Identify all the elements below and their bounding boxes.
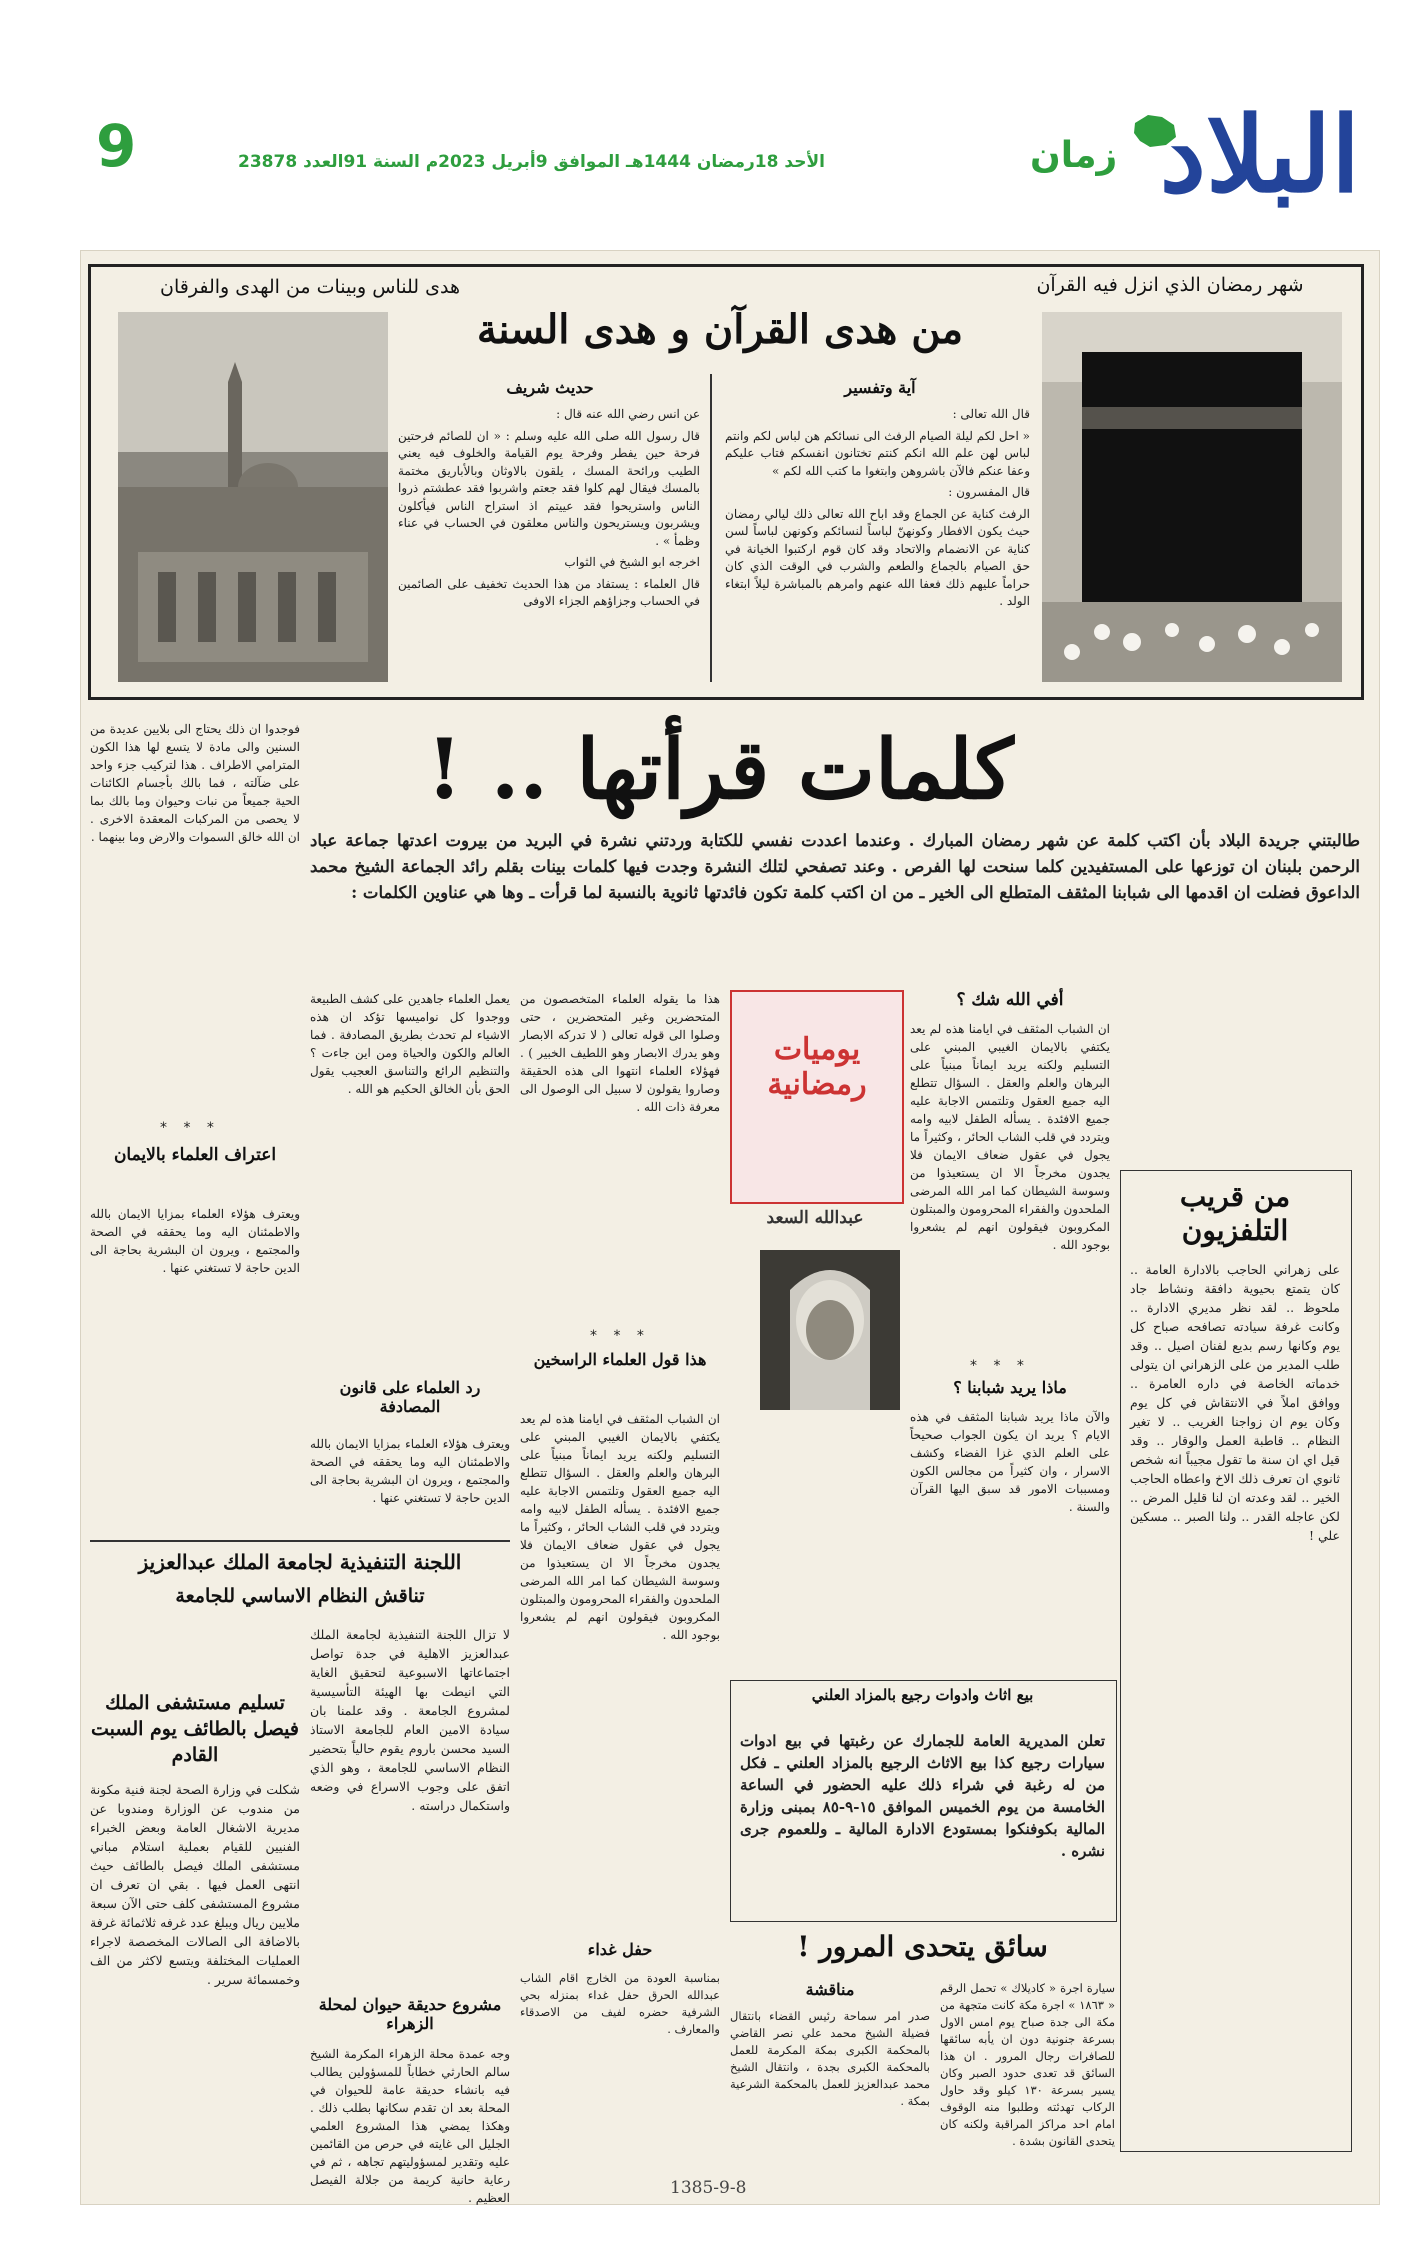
section-stars: * * *	[590, 1328, 650, 1344]
committee-text: لا تزال اللجنة التنفيذية لجامعة الملك عبدالعزيز الاهلية في جدة تواصل اجتماعاتها الاسبوعية لتحقيق الغاية التي انيطت بها الهيئة التأسيسية لمشروع الجامعة . وقد علمنا بان سيادة الامين العام للجامعة الاستاذ السيد محسن باروم يقوم حالياً بتحضير النظام الاساسي للجامعة ، وهو الذي اتفق على وجوب الاسراع في وضعه واستكمال دراسته .	[310, 1627, 510, 1813]
auction-text: تعلن المديرية العامة للجمارك عن رغبتها في بيع ادوات سيارات رجيع كذا بيع الاثاث الرجيع بالمزاد العلني ـ فكل من له رغبة في شراء ذلك عليه الحضور في الساعة الخامسة من يوم الخميس الموافق ١٥-٩-٨٥ بمبنى وزارة المالية بكوفنكوا بمستودع الادارة المالية ـ وللعموم جرى نشره .	[740, 1732, 1105, 1860]
auction-title: بيع اثاث وادوات رجيع بالمزاد العلني	[811, 1686, 1034, 1704]
debate-title: مناقشة	[805, 1980, 855, 1999]
verse-text	[725, 406, 1030, 682]
advice-logo: يوميات رمضانية	[767, 1032, 867, 1102]
newspaper-logo[interactable]	[1030, 95, 1360, 220]
hadith-heading: حديث شريف	[506, 378, 594, 397]
driver-title: سائق يتحدى المرور !	[797, 1930, 1048, 1963]
paragraph: قال العلماء : يستفاد من هذا الحديث تخفيف على الصائمين في الحساب وجزاؤهم الجزاء الاوفى	[398, 576, 700, 608]
paragraph: قال رسول الله صلى الله عليه وسلم : « ان للصائم فرحتين فرحة حين يفطر وفرحة يوم القيامة والخلوف فيه يعني الطيب ورائحة المسك ، يلقون بالاوثان وبالأباريق مختمة بالمسك فيقال لهم كلوا فقد جعتم واشربوا فقد عطشتم ذروا الناس واستريحوا فقد عييتم اذ استراح الناس فيأكلون ويشربون ويستريحون والناس معلقون في الحساب في عناء وظمأ » .	[398, 428, 700, 548]
top-banner-right: شهر رمضان الذي انزل فيه القرآن	[1036, 274, 1304, 296]
youth-heading: ماذا يريد شبابنا ؟	[953, 1378, 1067, 1397]
youth-text: والآن ماذا يريد شبابنا المثقف في هذه الايام ؟ يريد ان يكون الجواب صحيحاً على العلم الذي غزا الفضاء وكشف الاسرار ، وان كثيراً من مجالس الكون ومسببات الامور قد سبق اليها القرآن والسنة .	[910, 1410, 1110, 1514]
portrait-drawing	[760, 1250, 900, 1410]
column-divider	[710, 374, 712, 682]
issue-date-line: الأحد 18رمضان 1444هـ الموافق 9أبريل 2023م السنة 91العدد 23878	[238, 152, 825, 172]
page-header	[0, 0, 1420, 250]
scholars-said-heading: هذا قول العلماء الراسخين	[533, 1350, 707, 1369]
driver-text: سيارة اجرة « كاديلاك » تحمل الرقم « ١٨٦٣ » اجرة مكة كانت متجهة من مكة الى جدة صباح يوم امس الاول بسرعة جنونية دون ان يأبه سائقها للصافرات رجال المرور . ان هذا السائق قد تعدى حدود الصبر وكان يسير بسرعة ١٣٠ كيلو وقد حاول الركاب تهدئته وطلبوا منه الوقوف امام احد مراكز المراقبة ولكنه كان يتحدى القانون بشدة .	[940, 1981, 1115, 2148]
paragraph: « احل لكم ليلة الصيام الرفث الى نسائكم هن لباس لكم وانتم لباس لهن علم الله انكم كنتم تختانون انفسكم فتاب عليكم وعفا عنكم فالآن باشروهن وابتغوا ما كتب الله لكم »	[725, 428, 1030, 478]
author-portrait	[760, 1250, 900, 1410]
logo-text: البلاد	[1159, 93, 1360, 216]
lunch-text: بمناسبة العودة من الخارج اقام الشاب عبدالله الحرق حفل غداء بمنزله بحي الشرفية حضره لفيف من الاصدقاء والمعارف .	[520, 1971, 720, 2036]
tv-column-text: على زهراني الحاجب بالادارة العامة .. كان يتمتع بحيوية دافقة ونشاط جاد ملحوظ .. لقد نظر مديري الادارة .. وكانت غرفة سيادته تصافحه صباح كل يوم وكانها رسم بديع لفنان اصيل .. وقد طلب المدير من على الزهراني ان يتولى خدماته الخاصة في داره العامرة .. ووافق املاً في الانتقاش في كل يوم وكان يوم ان زواجنا الغريب .. لا تغير النظام .. قاطبة العمل والوقار .. وقد قيل اي ان سنة ما تقول مجيباً انه شخص ثانوي ان تعرف ذلك الاخ واعطاه الحاجب الخير .. لقد وعدته ان لنا قليل المرض .. لكن عاجله القدر .. ولنا الصبر .. مسكين علي !	[1130, 1262, 1340, 1543]
issue-stamp: 1385-9-8	[670, 2178, 747, 2198]
debate-text: صدر امر سماحة رئيس القضاء بانتقال فضيلة الشيخ محمد علي نصر القاضي بالمحكمة الكبرى بمكة المكرمة للعمل بالمحكمة الكبرى بجدة ، وانتقال الشيخ محمد عبدالعزيز للعمل بالمحكمة الشرعية بمكة .	[730, 2009, 930, 2108]
zoo-text: وجه عمدة محلة الزهراء المكرمة الشيخ سالم الحارثي خطاباً للمسؤولين يطالب فيه بانشاء حديقة عامة للحيوان في المحلة بعد ان تقدم سكانها بطلب ذلك . وهكذا يمضي هذا المشروع العلمي الجليل الى غايته في حرص من القائمين عليه وتقدير لمسؤوليتهم تجاهه ، ثم في رعاية حانية كريمة من جلالة الفيصل العظيم .	[310, 2047, 510, 2205]
page-number: 9	[96, 112, 137, 180]
kaaba-photo	[1042, 312, 1342, 682]
zoo-title: مشروع حديقة حيوان لمحلة الزهراء	[318, 1995, 502, 2033]
paragraph: عن انس رضي الله عنه قال :	[556, 407, 700, 421]
paragraph: قال المفسرون :	[948, 485, 1030, 499]
scholars-intro-text: هذا ما يقوله العلماء المتخصصون من المتحضرين وغير المتحضرين ، حتى وصلوا الى قوله تعالى ( لا تدركه الابصار وهو يدرك الابصار وهو اللطيف الخبير ) . فهؤلاء العلماء انتهوا الى هذه الحقيقة وصاروا يقولون لا سبيل الى الوصول الى معرفة ذات الله .	[520, 992, 720, 1114]
paragraph: الرفث كناية عن الجماع وقد اباح الله تعالى ذلك ليالي رمضان حيث يكون الافطار وكونهنّ لباساً لنسائكم وكونهن لباساً لسن كناية عن الانضمام والاتحاد وقد كان قوم اركتبوا الخيانة في حق الصيام بالجماع والطعم والشرب في الوقت الذي كان حراماً عليهم ذلك فعفا الله عنهم وامرهم بالمباشرة ليلاً ابتغاء الولد .	[725, 506, 1030, 608]
section-divider	[90, 1540, 510, 1542]
advice-logo-box	[730, 990, 904, 1204]
hospital-title: تسليم مستشفى الملك فيصل بالطائف يوم السبت القادم	[91, 1692, 299, 1766]
committee-title: اللجنة التنفيذية لجامعة الملك عبدالعزيز	[138, 1550, 462, 1574]
section-label: زمان	[1030, 135, 1118, 176]
mosque-photo-drawing	[118, 312, 388, 682]
confession-heading: اعتراف العلماء بالايمان	[113, 1145, 277, 1165]
main-title: كلمات قرأتها .. !	[426, 722, 1014, 818]
scholars-said-text: ان الشباب المثقف في ايامنا هذه لم يعد يكتفي بالايمان الغيبي المبني على التسليم ولكنه يريد ايماناً مبنياً على البرهان والعلم والعقل . السؤال تتطلع اليه جميع العقول وتلتمس الاجابة عليه جميع الافئدة . يسأله الطفل لابيه وامه ويتردد في قلب الشاب الحائر ، وكثيراً ما يجول في عقول ضعاف الايمان فلا يجدون مخرجاً الا ان يستعيذوا من وسوسة الشيطان كما امر الله المرضى الملحدون والفقراء المحرومون والمبتلون المكروبون فيقولون انهم لم يشعروا بوجود الله .	[520, 1412, 720, 1642]
confession-text: ويعترف هؤلاء العلماء بمزايا الايمان بالله والاطمئنان اليه وما يحققه في الصحة والمجتمع ، ويرون ان البشرية بحاجة الى الدين حاجة لا تستغني عنها .	[90, 1207, 300, 1275]
paragraph: اخرجه ابو الشيخ في الثواب	[564, 555, 700, 569]
coincidence-heading: رد العلماء على قانون المصادفة	[339, 1378, 481, 1416]
top-banner-left: هدى للناس وبينات من الهدى والفرقان	[160, 276, 460, 298]
mosque-photo	[118, 312, 388, 682]
section-stars: * * *	[970, 1358, 1030, 1374]
verse-heading: آية وتفسير	[844, 378, 916, 397]
god-doubt-heading: أفي الله شك ؟	[956, 990, 1064, 1010]
advice-author: عبدالله السعد	[766, 1208, 864, 1228]
top-box-title: من هدى القرآن و هدى السنة	[476, 306, 964, 353]
hadith-text	[398, 406, 700, 682]
newspaper-scan	[80, 250, 1380, 2205]
committee-subtitle: تناقش النظام الاساسي للجامعة	[175, 1585, 425, 1607]
hospital-text: شكلت في وزارة الصحة لجنة فنية مكونة من مندوب عن الوزارة ومندوبا عن مديرية الاشغال العامة وبعض الخبراء الفنيين للقيام بعملية استلام مباني مستشفى الملك فيصل بالطائف حيث انتهى العمل فيها . بقي ان تعرف ان مشروع المستشفى كلف حتى الآن سبعة ملايين ريال ويبلغ عدد غرفه ثلاثمائة غرفة بالاضافة الى الصالات المخصصة لاجراء العمليات المختلفة ويتسع لاكثر من الف وخمسمائة سرير .	[90, 1782, 300, 1987]
god-doubt-text: ان الشباب المثقف في ايامنا هذه لم يعد يكتفي بالايمان الغيبي المبني على التسليم ولكنه يريد ايماناً مبنياً على البرهان والعلم والعقل . السؤال تتطلع اليه جميع العقول وتلتمس الاجابة عليه جميع الافئدة . يسأله الطفل لابيه وامه ويتردد في قلب الشاب الحائر ، وكثيراً ما يجول في عقول ضعاف الايمان فلا يجدون مخرجاً الا ان يستعيذوا من وسوسة الشيطان كما امر الله المرضى الملحدون والفقراء المحرومون والمبتلون المكروبون فيقولون انهم لم يشعروا بوجود الله .	[910, 1022, 1110, 1252]
left-col-top-text: فوجدوا ان ذلك يحتاج الى بلايين عديدة من السنين والى مادة لا يتسع لها هذا الكون المترامي الاطراف . هذا لتركيب جزء واحد على ضآلته ، فما بالك بأجسام الكائنات الحية جميعاً من نبات وحيوان وما بالك بما لا يحصى من المركبات المعقدة الاخرى . ان الله خالق السموات والارض وما بينهما .	[90, 722, 300, 844]
lunch-title: حفل غداء	[587, 1940, 653, 1959]
coincidence-text: ويعترف هؤلاء العلماء بمزايا الايمان بالله والاطمئنان اليه وما يحققه في الصحة والمجتمع ، ويرون ان البشرية بحاجة الى الدين حاجة لا تستغني عنها .	[310, 1437, 510, 1505]
tv-column-title: من قريب التلفزيون	[1179, 1180, 1291, 1247]
main-intro: طالبتني جريدة البلاد بأن اكتب كلمة عن شهر رمضان المبارك . وعندما اعددت نفسي للكتابة وردتني نشرة في البريد من بيروت اعدتها جماعة عباد الرحمن بلبنان ان توزعها على المستفيدين كلما سنحت لها الفرص . وعند تصفحي لتلك النشرة وجدت فيها كلمات بينات بقلم رائد الجماعة الشيخ محمد الداعوق فضلت ان اقدمها الى شبابنا المثقف المتطلع الى الخير ـ من ان اكتب كلمة تكون فائدتها ثانوية بالنسبة لما قرأت ـ وها هي عناوين الكلمات :	[310, 831, 1360, 902]
paragraph: قال الله تعالى :	[952, 407, 1030, 421]
coincidence-intro-text: يعمل العلماء جاهدين على كشف الطبيعة ووجدوا كل نواميسها تؤكد ان هذه الاشياء لم تحدث بطريق المصادفة . فما العالم والكون والحياة ومن اين جاءت ؟ والتنظيم الرائع والتناسق العجيب يقول الحق بأن الخالق الحكيم هو الله .	[310, 992, 510, 1096]
section-stars: * * *	[160, 1120, 220, 1136]
kaaba-photo-drawing	[1042, 312, 1342, 682]
